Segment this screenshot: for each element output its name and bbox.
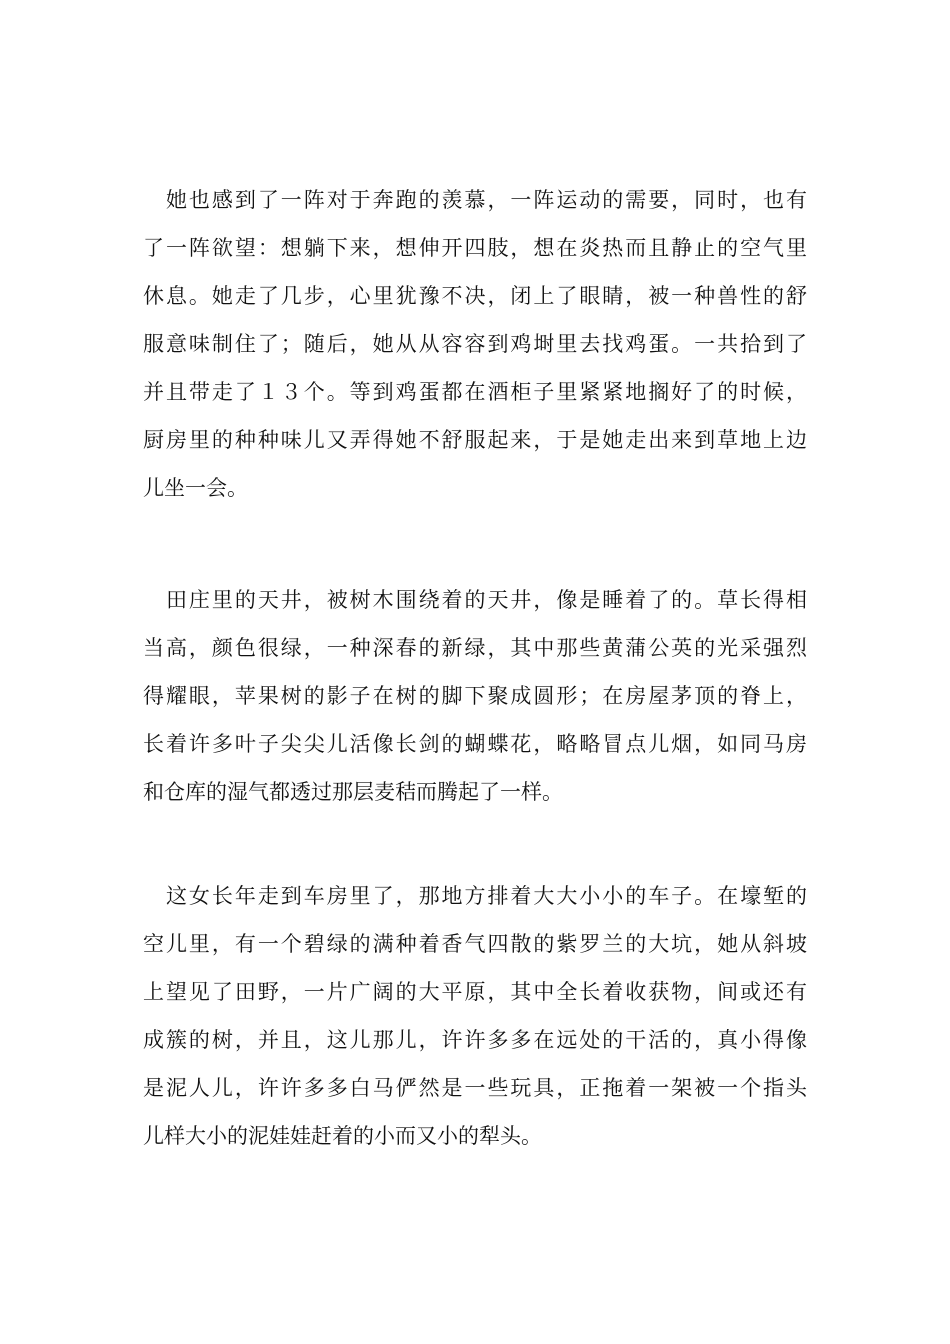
paragraph-3 — [143, 872, 807, 1160]
text-line: 儿坐一会。 — [143, 476, 248, 500]
text-line: 当高，颜色很绿，一种深春的新绿，其中那些黄蒲公英的光采强烈 — [143, 636, 807, 660]
text-line: 成簇的树，并且，这儿那儿，许许多多在远处的干活的，真小得像 — [143, 1028, 807, 1052]
text-line: 田庄里的天井，被树木围绕着的天井，像是睡着了的。草长得相 — [143, 588, 807, 612]
text-line: 了一阵欲望：想躺下来，想伸开四肢，想在炎热而且静止的空气里 — [143, 236, 807, 260]
text-line: 这女长年走到车房里了，那地方排着大大小小的车子。在壕堑的 — [143, 884, 807, 908]
paragraph-1 — [143, 176, 807, 512]
text-line: 空儿里，有一个碧绿的满种着香气四散的紫罗兰的大坑，她从斜坡 — [143, 932, 807, 956]
text-line: 长着许多叶子尖尖儿活像长剑的蝴蝶花，略略冒点儿烟，如同马房 — [143, 732, 807, 756]
text-line: 她也感到了一阵对于奔跑的羡慕，一阵运动的需要，同时，也有 — [143, 188, 807, 212]
text-line: 休息。她走了几步，心里犹豫不决，闭上了眼睛，被一种兽性的舒 — [143, 284, 807, 308]
text-line: 上望见了田野，一片广阔的大平原，其中全长着收获物，间或还有 — [143, 980, 807, 1004]
paragraph-2 — [143, 576, 807, 816]
text-line: 服意味制住了；随后，她从从容容到鸡埘里去找鸡蛋。一共拾到了 — [143, 332, 807, 356]
text-line: 是泥人儿，许许多多白马俨然是一些玩具，正拖着一架被一个指头 — [143, 1076, 807, 1100]
text-line: 儿样大小的泥娃娃赶着的小而又小的犁头。 — [143, 1124, 542, 1148]
text-line: 得耀眼，苹果树的影子在树的脚下聚成圆形；在房屋茅顶的脊上， — [143, 684, 807, 708]
text-line: 并且带走了１３个。等到鸡蛋都在酒柜子里紧紧地搁好了的时候， — [143, 380, 807, 404]
text-line: 和仓库的湿气都透过那层麦秸而腾起了一样。 — [143, 780, 563, 804]
text-line: 厨房里的种种味儿又弄得她不舒服起来，于是她走出来到草地上边 — [143, 428, 807, 452]
